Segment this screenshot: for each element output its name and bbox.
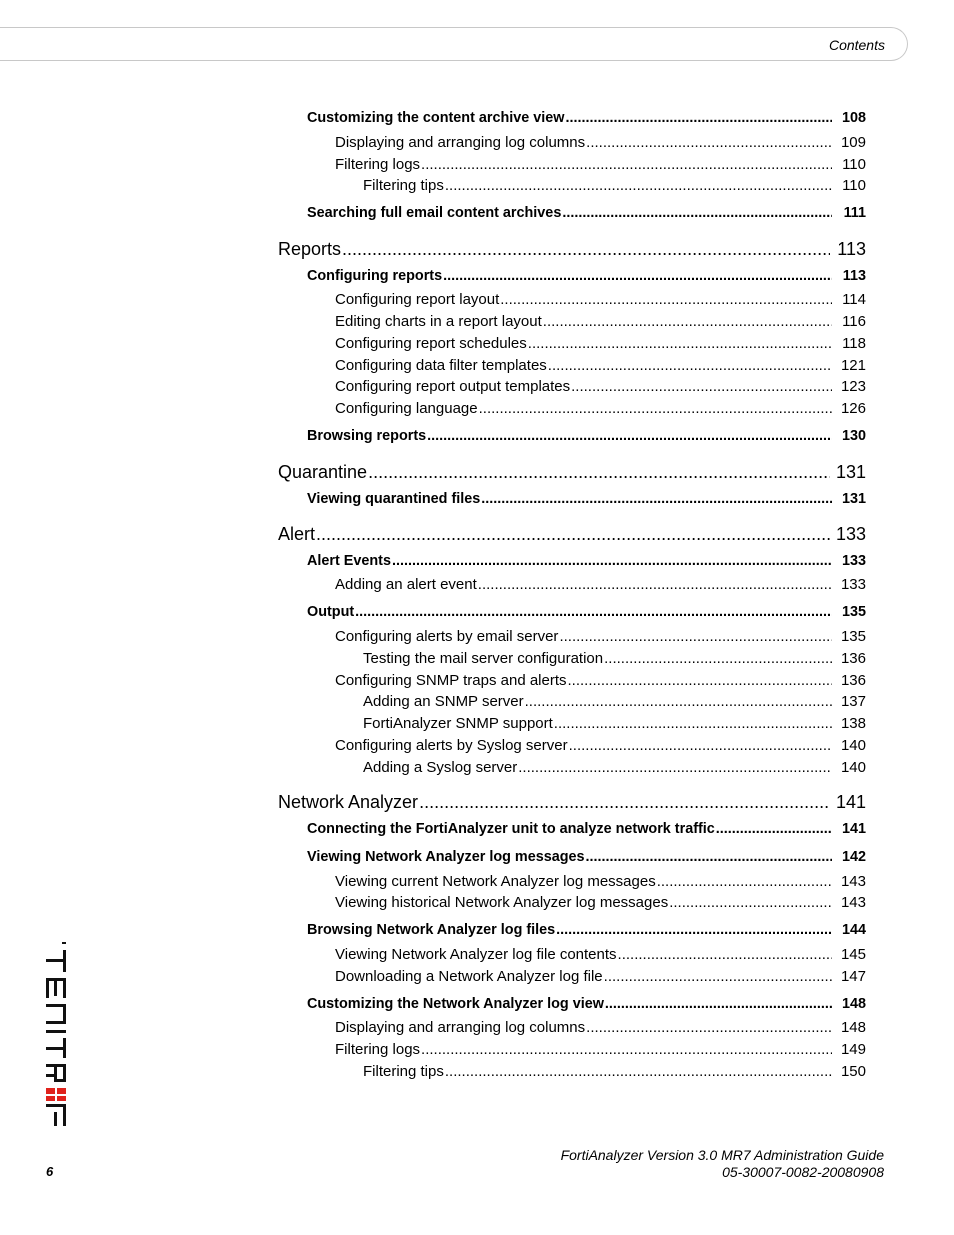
toc-entry-page: 126 — [840, 400, 866, 417]
toc-entry-page: 150 — [840, 1063, 866, 1080]
toc-dot-leader — [716, 821, 832, 837]
toc-dot-leader — [479, 400, 832, 417]
toc-entry-page: 118 — [842, 335, 866, 352]
toc-entry-page: 113 — [842, 268, 866, 284]
toc-entry-title: Configuring alerts by Syslog server — [335, 737, 568, 754]
toc-entry[interactable] — [335, 134, 866, 151]
toc-dot-leader — [618, 946, 832, 963]
toc-entry[interactable] — [307, 268, 866, 284]
toc-entry-title: Output — [307, 604, 355, 620]
toc-dot-leader — [478, 576, 832, 593]
toc-entry-page: 131 — [835, 462, 866, 482]
toc-entry-title: Downloading a Network Analyzer log file — [335, 968, 603, 985]
toc-entry-title: Configuring data filter templates — [335, 357, 547, 374]
toc-entry-page: 113 — [837, 239, 866, 259]
toc-entry-page: 108 — [841, 110, 866, 126]
toc-entry[interactable] — [307, 491, 866, 507]
toc-entry-title: Configuring SNMP traps and alerts — [335, 672, 567, 689]
toc-dot-leader — [565, 110, 832, 126]
toc-entry-title: Configuring reports — [307, 268, 443, 284]
toc-entry-title: Quarantine — [278, 462, 368, 482]
toc-entry-page: 130 — [841, 428, 866, 444]
toc-entry-title: Filtering logs — [335, 1041, 421, 1058]
toc-entry-page: 140 — [840, 759, 866, 776]
toc-entry[interactable] — [335, 672, 866, 689]
footer-guide-info — [561, 1147, 884, 1181]
toc-dot-leader — [586, 1019, 832, 1036]
toc-entry-title: Configuring report schedules — [335, 335, 527, 352]
toc-entry-title: Alert Events — [307, 553, 391, 569]
toc-entry[interactable] — [307, 428, 866, 444]
toc-chapter-entry[interactable] — [278, 524, 866, 545]
toc-dot-leader — [525, 693, 832, 710]
toc-entry[interactable] — [335, 576, 866, 593]
toc-entry-page: 136 — [840, 672, 866, 689]
toc-dot-leader — [543, 313, 832, 330]
toc-dot-leader — [559, 628, 832, 645]
toc-chapter-entry[interactable] — [278, 239, 866, 260]
toc-entry-title: Browsing Network Analyzer log files — [307, 922, 556, 938]
toc-dot-leader — [586, 134, 832, 151]
toc-entry-page: 140 — [840, 737, 866, 754]
toc-entry-title: Configuring alerts by email server — [335, 628, 559, 645]
toc-dot-leader — [316, 524, 830, 545]
toc-entry-page: 110 — [842, 156, 866, 173]
toc-entry[interactable] — [307, 205, 866, 221]
toc-dot-leader — [518, 759, 832, 776]
toc-entry-page: 138 — [840, 715, 866, 732]
toc-entry[interactable] — [335, 291, 866, 308]
toc-entry-title: Displaying and arranging log columns — [335, 1019, 586, 1036]
toc-entry[interactable] — [335, 894, 866, 911]
toc-entry[interactable] — [335, 1019, 866, 1036]
toc-entry-page: 109 — [840, 134, 866, 151]
toc-entry[interactable] — [363, 1063, 866, 1080]
toc-entry[interactable] — [363, 759, 866, 776]
toc-entry-title: Viewing historical Network Analyzer log messages — [335, 894, 669, 911]
toc-dot-leader — [419, 792, 830, 813]
toc-entry[interactable] — [335, 378, 866, 395]
toc-entry[interactable] — [335, 313, 866, 330]
toc-entry[interactable] — [335, 946, 866, 963]
toc-entry-page: 145 — [840, 946, 866, 963]
toc-dot-leader — [528, 335, 832, 352]
toc-entry[interactable] — [363, 693, 866, 710]
toc-dot-leader — [500, 291, 832, 308]
toc-entry-page: 136 — [840, 650, 866, 667]
toc-entry-title: Connecting the FortiAnalyzer unit to analyze network traffic — [307, 821, 715, 837]
toc-dot-leader — [445, 1063, 832, 1080]
toc-entry[interactable] — [335, 335, 866, 352]
toc-entry-title: Alert — [278, 524, 316, 544]
toc-entry[interactable] — [307, 922, 866, 938]
footer-guide-title: FortiAnalyzer Version 3.0 MR7 Administration Guide — [560, 1147, 884, 1163]
toc-dot-leader — [554, 715, 832, 732]
toc-dot-leader — [443, 268, 832, 284]
toc-entry-page: 123 — [840, 378, 866, 395]
toc-entry-title: Configuring language — [335, 400, 478, 417]
toc-entry-page: 110 — [842, 177, 866, 194]
toc-entry-title: FortiAnalyzer SNMP support — [363, 715, 553, 732]
footer-page-number: 6 — [46, 1164, 54, 1179]
toc-entry-page: 133 — [835, 524, 866, 544]
toc-entry-page: 111 — [843, 205, 866, 221]
toc-entry-page: 143 — [840, 894, 866, 911]
toc-dot-leader — [562, 205, 832, 221]
toc-entry-page: 144 — [841, 922, 866, 938]
toc-entry-title: Viewing Network Analyzer log file contents — [335, 946, 617, 963]
toc-entry[interactable] — [335, 628, 866, 645]
toc-entry-title: Viewing current Network Analyzer log messages — [335, 873, 656, 890]
toc-entry-page: 147 — [840, 968, 866, 985]
toc-entry-title: Adding an SNMP server — [363, 693, 524, 710]
toc-entry[interactable] — [307, 553, 866, 569]
toc-entry[interactable] — [335, 873, 866, 890]
toc-dot-leader — [342, 239, 830, 260]
toc-dot-leader — [571, 378, 832, 395]
toc-entry-title: Configuring report layout — [335, 291, 500, 308]
toc-entry-title: Browsing reports — [307, 428, 427, 444]
fortinet-logo — [44, 938, 68, 1128]
toc-entry-page: 116 — [842, 313, 866, 330]
toc-entry-title: Configuring report output templates — [335, 378, 571, 395]
toc-entry-page: 142 — [841, 849, 866, 865]
toc-entry-title: Viewing Network Analyzer log messages — [307, 849, 585, 865]
toc-entry-page: 141 — [841, 821, 866, 837]
toc-dot-leader — [569, 737, 832, 754]
toc-dot-leader — [392, 553, 832, 569]
toc-entry[interactable] — [335, 1041, 866, 1058]
toc-entry-page: 133 — [840, 576, 866, 593]
toc-chapter-entry[interactable] — [278, 792, 866, 813]
toc-entry[interactable] — [335, 737, 866, 754]
toc-dot-leader — [445, 177, 832, 194]
toc-entry-title: Testing the mail server configuration — [363, 650, 604, 667]
toc-entry[interactable] — [307, 821, 866, 837]
toc-entry[interactable] — [335, 156, 866, 173]
toc-entry[interactable] — [307, 849, 866, 865]
toc-entry-title: Adding an alert event — [335, 576, 477, 593]
toc-entry-title: Customizing the Network Analyzer log view — [307, 996, 604, 1012]
toc-dot-leader — [568, 672, 832, 689]
toc-dot-leader — [421, 156, 832, 173]
toc-entry-page: 148 — [841, 996, 866, 1012]
toc-dot-leader — [604, 650, 832, 667]
toc-dot-leader — [548, 357, 832, 374]
toc-entry-title: Filtering tips — [363, 177, 444, 194]
toc-entry[interactable] — [335, 968, 866, 985]
toc-entry-title: Adding a Syslog server — [363, 759, 518, 776]
toc-dot-leader — [669, 894, 832, 911]
toc-entry[interactable] — [335, 357, 866, 374]
toc-entry-page: 131 — [841, 491, 866, 507]
toc-entry-title: Filtering tips — [363, 1063, 444, 1080]
toc-entry[interactable] — [307, 110, 866, 126]
toc-entry-page: 133 — [841, 553, 866, 569]
toc-entry[interactable] — [363, 715, 866, 732]
toc-entry-title: Viewing quarantined files — [307, 491, 481, 507]
toc-entry[interactable] — [363, 650, 866, 667]
toc-entry-page: 137 — [840, 693, 866, 710]
toc-dot-leader — [605, 996, 832, 1012]
header-section-title: Contents — [828, 37, 885, 53]
toc-entry-page: 143 — [840, 873, 866, 890]
toc-dot-leader — [556, 922, 832, 938]
footer-doc-id: 05-30007-0082-20080908 — [722, 1164, 884, 1180]
toc-dot-leader — [586, 849, 832, 865]
toc-entry-page: 148 — [840, 1019, 866, 1036]
toc-entry-page: 141 — [835, 792, 866, 812]
toc-dot-leader — [427, 428, 832, 444]
toc-entry-title: Displaying and arranging log columns — [335, 134, 586, 151]
toc-entry[interactable] — [307, 996, 866, 1012]
toc-entry-title: Editing charts in a report layout — [335, 313, 542, 330]
toc-dot-leader — [657, 873, 832, 890]
toc-entry-title: Network Analyzer — [278, 792, 419, 812]
toc-dot-leader — [368, 462, 830, 483]
toc-entry-page: 114 — [842, 291, 866, 308]
toc-entry-page: 135 — [841, 604, 866, 620]
toc-entry-page: 121 — [840, 357, 866, 374]
toc-dot-leader — [604, 968, 832, 985]
toc-entry-title: Reports — [278, 239, 342, 259]
toc-dot-leader — [355, 604, 832, 620]
toc-entry[interactable] — [307, 604, 866, 620]
toc-entry[interactable] — [363, 177, 866, 194]
toc-entry-title: Searching full email content archives — [307, 205, 562, 221]
toc-entry[interactable] — [335, 400, 866, 417]
toc-entry-page: 149 — [840, 1041, 866, 1058]
toc-chapter-entry[interactable] — [278, 462, 866, 483]
toc-entry-page: 135 — [840, 628, 866, 645]
toc-entry-title: Filtering logs — [335, 156, 421, 173]
toc-entry-title: Customizing the content archive view — [307, 110, 565, 126]
toc-dot-leader — [481, 491, 832, 507]
toc-dot-leader — [421, 1041, 832, 1058]
